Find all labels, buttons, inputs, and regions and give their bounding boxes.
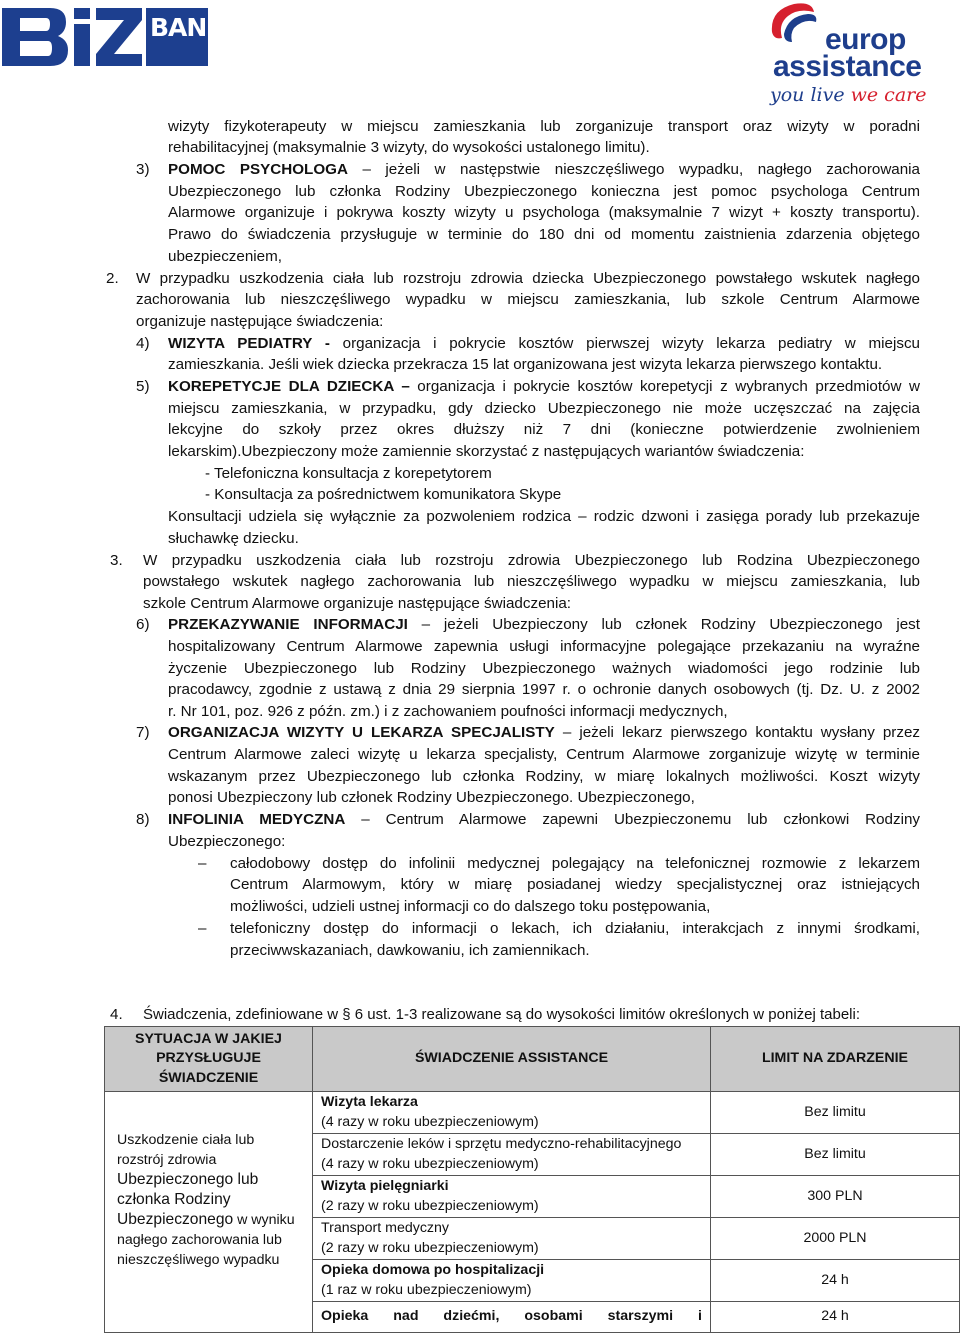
text-line: szkole Centrum Alarmowe organizuje następujące świadczenia: (143, 595, 572, 612)
text-line: Ubezpieczonego lub członka Rodziny Ubezpieczonego konieczna jest pomoc psychologa Centrum (168, 183, 920, 200)
situation-text: nagłego zachorowania lub (117, 1232, 282, 1248)
text-line: słuchawkę dziecku. (168, 530, 299, 547)
dash-marker: – (198, 855, 207, 872)
assistance-word: assistance (773, 50, 922, 83)
text-line: zachorowania lub nieszczęśliwego wypadku w miejscu zamieszkania, lub szkole Centrum Alarmowe (136, 291, 920, 308)
text-line: W przypadku uszkodzenia ciała lub rozstroju zdrowia Ubezpieczonego lub Rodzina Ubezpieczonego (143, 552, 920, 569)
service-cell (313, 1176, 711, 1218)
service-name: Wizyta lekarza (321, 1094, 418, 1110)
service-name: Wizyta pielęgniarki (321, 1178, 449, 1194)
table-row (105, 1092, 960, 1134)
text-line: Świadczenia, zdefiniowane w § 6 ust. 1-3 realizowane są do wysokości limitów określonych w poniżej tabeli: (143, 1006, 861, 1023)
europ-word: europ (825, 23, 906, 56)
europ-tagline (770, 84, 926, 106)
text-line: Prawo do świadczenia przysługuje w terminie do 180 dni od momentu zaistnienia zdarzenia objętego (168, 226, 920, 243)
situation-text: rozstrój zdrowia (117, 1152, 217, 1168)
text-line (168, 333, 920, 355)
text-line: Ubezpieczonego: (168, 833, 286, 850)
limit-cell: Bez limitu (711, 1134, 960, 1176)
text-line: - Telefoniczna konsultacja z korepetytorem (205, 465, 492, 482)
text-line: wizyty fizykoterapeuty w miejscu zamieszkania lub zorganizuje transport oraz wizyty w poradni (168, 118, 920, 135)
text-line (168, 614, 920, 636)
text-run: – jeżeli Ubezpieczony lub członek Rodziny Ubezpieczonego jest (407, 616, 920, 633)
text-run: organizacja i pokrycie kosztów korepetycji z wybranych przedmiotów w (409, 378, 920, 395)
list-marker: 4. (110, 1006, 123, 1023)
list-marker: 4) (136, 335, 150, 352)
tagline-part-1: you live (770, 84, 851, 106)
text-run: – Centrum Alarmowe zapewni Ubezpieczonemu lub członkowi Rodziny (345, 811, 920, 828)
situation-text: Ubezpieczonego (117, 1211, 234, 1228)
service-note: (2 razy w roku ubezpieczeniowym) (321, 1239, 539, 1256)
section-heading: INFOLINIA MEDYCZNA (168, 811, 346, 828)
text-line: przeciwwskazaniach, dawkowaniu, ich zamiennikach. (230, 942, 590, 959)
text-line: powstałego wskutek nagłego zachorowania lub nieszczęśliwego wypadku w miejscu zamieszkania, lub (143, 573, 920, 590)
text-line: miejscu zamieszkania, w przypadku, gdy dziecko Ubezpieczonego nie może uczęszczać na zajęcia (168, 400, 920, 417)
situation-text: Uszkodzenie ciała lub (117, 1132, 255, 1148)
list-marker: 6) (136, 616, 150, 633)
service-note: (2 razy w roku ubezpieczeniowym) (321, 1197, 539, 1214)
limit-cell: 2000 PLN (711, 1218, 960, 1260)
limit-cell: 300 PLN (711, 1176, 960, 1218)
list-marker: 2. (106, 270, 119, 287)
service-name: Opieka domowa po hospitalizacji (321, 1262, 545, 1278)
header-service: ŚWIADCZENIE ASSISTANCE (313, 1027, 711, 1092)
service-cell (313, 1260, 711, 1302)
text-line: ponosi Ubezpieczony lub członek Rodziny Ubezpieczonego. Ubezpieczonego, (168, 789, 695, 806)
header-situation: SYTUACJA W JAKIEJ PRZYSŁUGUJE ŚWIADCZENIE (105, 1027, 313, 1092)
situation-text (117, 1210, 304, 1230)
text-line: pracodawcy, zgodnie z ustawą z dnia 29 sierpnia 1997 r. o ochronie danych osobowych (tj. Dz. U. z 2002 (168, 681, 920, 698)
dash-marker: – (198, 920, 207, 937)
list-marker: 7) (136, 724, 150, 741)
biz-bank-word: BANK (150, 13, 225, 42)
text-line: zamieszkania. Jeśli wiek dziecka przekracza 15 lat organizowana jest wizyta lekarza pierwszego kontaktu. (168, 356, 883, 373)
limit-cell: 24 h (711, 1302, 960, 1333)
service-note: (4 razy w roku ubezpieczeniowym) (321, 1155, 539, 1172)
text-line (168, 376, 920, 398)
text-line: W przypadku uszkodzenia ciała lub rozstroju zdrowia dziecka Ubezpieczonego powstałego wskutek nagłego (136, 270, 920, 287)
service-note: (4 razy w roku ubezpieczeniowym) (321, 1113, 539, 1130)
service-name: Transport medyczny (321, 1220, 449, 1236)
list-marker: 5) (136, 378, 150, 395)
situation-text: Ubezpieczonego lub (117, 1171, 259, 1188)
list-marker: 3. (110, 552, 123, 569)
text-line (168, 159, 920, 181)
text-run: – jeżeli w następstwie nieszczęśliwego wypadku, nagłego zachorowania (347, 161, 921, 178)
service-name: Opieka nad dziećmi, osobami starszymi i (321, 1308, 702, 1325)
text-line: Centrum Alarmowym, który w miarę posiadanej wiedzy specjalistycznej oraz istniejących (230, 876, 920, 893)
text-line: Konsultacji udziela się wyłącznie za pozwoleniem rodzica – rodzic dzwoni i zasięga porady lub przekazuje (168, 508, 920, 525)
situation-text: w wyniku (233, 1212, 295, 1228)
text-line: możliwości, udzieli ustnej informacji co do dalszego toku postępowania, (230, 898, 711, 915)
section-heading: ORGANIZACJA WIZYTY U LEKARZA SPECJALISTY (168, 724, 555, 741)
section-heading: WIZYTA PEDIATRY - (168, 335, 330, 352)
text-line: rehabilitacyjnej (maksymalnie 3 wizyty, do wysokości ustalonego limitu). (168, 139, 650, 156)
text-line: ubezpieczeniem, (168, 248, 282, 265)
text-line: Centrum Alarmowe zaleci wizytę u lekarza specjalisty, Centrum Alarmowe zorganizuje wizytę w terminie (168, 746, 920, 763)
text-line: hospitalizowany Centrum Alarmowe zapewnia usługi informacyjne polegające przekazaniu na wyraźne (168, 638, 920, 655)
text-line: całodobowy dostęp do infolinii medycznej polegający na telefonicznej rozmowie z lekarzem (230, 855, 920, 872)
situation-text: nieszczęśliwego wypadku (117, 1252, 280, 1268)
text-line: lekcyjne do szkoły przez okres dłuższy niż 7 dni (konieczne potwierdzenie zwolnieniem (168, 421, 920, 438)
service-cell (313, 1218, 711, 1260)
text-line: organizuje następujące świadczenia: (136, 313, 384, 330)
text-line: telefoniczny dostęp do informacji o lekach, ich działaniu, interakcjach z innymi środkami, (230, 920, 920, 937)
limit-cell: Bez limitu (711, 1092, 960, 1134)
limit-cell: 24 h (711, 1260, 960, 1302)
list-marker: 3) (136, 161, 150, 178)
section-heading: POMOC PSYCHOLOGA (168, 161, 348, 178)
table-header-row (105, 1027, 960, 1092)
europ-assistance-wordmark (773, 23, 922, 83)
text-line: wskazanym przez Ubezpieczonego lub członka Rodziny, w miarę lokalnych możliwości. Koszt wizyty (168, 768, 920, 785)
service-cell (313, 1302, 711, 1333)
header-limit: LIMIT NA ZDARZENIE (711, 1027, 960, 1092)
text-line: lekarskim).Ubezpieczony może zamiennie skorzystać z następujących wariantów świadczenia: (168, 443, 805, 460)
section-heading: PRZEKAZYWANIE INFORMACJI (168, 616, 408, 633)
limits-table (104, 1026, 960, 1333)
service-name: Dostarczenie leków i sprzętu medyczno-rehabilitacyjnego (321, 1136, 682, 1152)
text-line (168, 809, 920, 831)
text-line: r. Nr 101, poz. 926 z późn. zm.) i z zachowaniem poufności informacji medycznych, (168, 703, 728, 720)
biz-bank-logo (0, 4, 225, 68)
service-cell (313, 1134, 711, 1176)
section-heading: KOREPETYCJE DLA DZIECKA – (168, 378, 410, 395)
tagline-part-2: we care (850, 84, 927, 106)
text-run: – jeżeli lekarz pierwszego kontaktu wysłany przez (554, 724, 920, 741)
list-marker: 8) (136, 811, 150, 828)
service-cell (313, 1092, 711, 1134)
text-line: Alarmowe organizuje i pokrywa koszty wizyty u psychologa (maksymalnie 7 wizyt + koszty transportu). (168, 204, 920, 221)
situation-cell (105, 1092, 313, 1333)
service-note: (1 raz w roku ubezpieczeniowym) (321, 1281, 532, 1298)
text-line: - Konsultacja za pośrednictwem komunikatora Skype (205, 486, 562, 503)
text-run: organizacja i pokrycie kosztów pierwszej wizyty lekarza pediatry w miejscu (329, 335, 920, 352)
situation-text: członka Rodziny (117, 1191, 231, 1208)
text-line (168, 722, 920, 744)
text-line: życzenie Ubezpieczonego lub Rodziny Ubezpieczonego ważnych wiadomości jego rodzinie lub (168, 660, 920, 677)
europ-assistance-logo (768, 2, 960, 110)
